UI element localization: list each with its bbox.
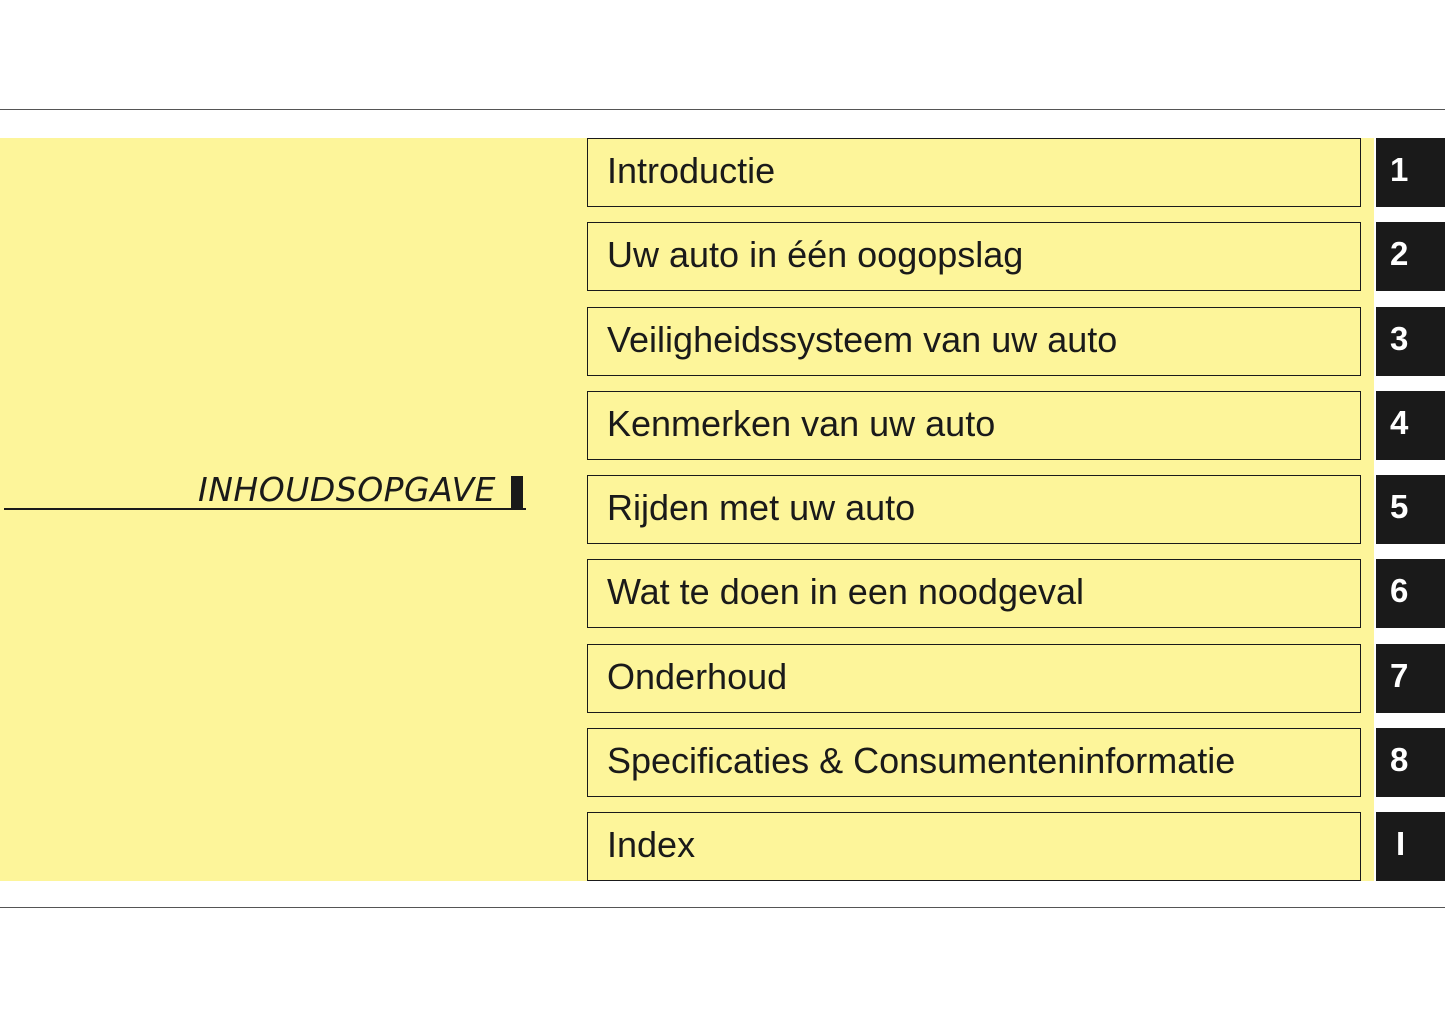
toc-entry-index[interactable] bbox=[587, 812, 1361, 881]
toc-entry-label: Index bbox=[607, 824, 696, 865]
toc-entry-onderhoud[interactable] bbox=[587, 644, 1361, 713]
top-rule bbox=[0, 109, 1445, 110]
toc-entry-label: Introductie bbox=[607, 150, 776, 191]
toc-row-specificaties bbox=[587, 728, 1445, 797]
chapter-tab-8[interactable] bbox=[1376, 728, 1445, 797]
chapter-tab-6[interactable] bbox=[1376, 559, 1445, 628]
chapter-number: 6 bbox=[1390, 572, 1409, 609]
chapter-number: 3 bbox=[1390, 320, 1409, 357]
bottom-rule bbox=[0, 907, 1445, 908]
toc-entry-introductie[interactable] bbox=[587, 138, 1361, 207]
chapter-tab-1[interactable] bbox=[1376, 138, 1445, 207]
page-title: INHOUDSOPGAVE bbox=[197, 470, 496, 509]
heading-marker-bar bbox=[511, 476, 523, 510]
toc-entry-uw-auto-in-een-oogopslag[interactable] bbox=[587, 222, 1361, 291]
chapter-tab-4[interactable] bbox=[1376, 391, 1445, 460]
toc-row-index bbox=[587, 812, 1445, 881]
toc-entry-label: Rijden met uw auto bbox=[607, 487, 916, 528]
toc-row-rijden bbox=[587, 475, 1445, 544]
chapter-tab-3[interactable] bbox=[1376, 307, 1445, 376]
chapter-number: 8 bbox=[1390, 741, 1409, 778]
toc-row-noodgeval bbox=[587, 559, 1445, 628]
toc-row-kenmerken bbox=[587, 391, 1445, 460]
toc-row-uw-auto-in-een-oogopslag bbox=[587, 222, 1445, 291]
toc-row-introductie bbox=[587, 138, 1445, 207]
toc-entry-noodgeval[interactable] bbox=[587, 559, 1361, 628]
toc-entry-specificaties[interactable] bbox=[587, 728, 1361, 797]
chapter-number: 5 bbox=[1390, 488, 1409, 525]
chapter-tab-2[interactable] bbox=[1376, 222, 1445, 291]
chapter-number: I bbox=[1396, 825, 1406, 862]
toc-entry-label: Specificaties & Consumenteninformatie bbox=[607, 740, 1236, 781]
chapter-tab-index[interactable] bbox=[1376, 812, 1445, 881]
toc-entry-label: Veiligheidssysteem van uw auto bbox=[607, 319, 1118, 360]
toc-entry-label: Kenmerken van uw auto bbox=[607, 403, 996, 444]
chapter-number: 4 bbox=[1390, 404, 1409, 441]
chapter-number: 1 bbox=[1390, 151, 1409, 188]
toc-entry-kenmerken[interactable] bbox=[587, 391, 1361, 460]
chapter-number: 2 bbox=[1390, 235, 1409, 272]
toc-entry-veiligheidssysteem[interactable] bbox=[587, 307, 1361, 376]
toc-entry-label: Wat te doen in een noodgeval bbox=[607, 571, 1085, 612]
chapter-tab-7[interactable] bbox=[1376, 644, 1445, 713]
toc-row-onderhoud bbox=[587, 644, 1445, 713]
section-heading bbox=[0, 470, 530, 514]
toc-entry-label: Onderhoud bbox=[607, 656, 788, 697]
toc-entry-label: Uw auto in één oogopslag bbox=[607, 234, 1024, 275]
chapter-tab-5[interactable] bbox=[1376, 475, 1445, 544]
chapter-number: 7 bbox=[1390, 657, 1409, 694]
toc-entry-rijden[interactable] bbox=[587, 475, 1361, 544]
toc-row-veiligheidssysteem bbox=[587, 307, 1445, 376]
